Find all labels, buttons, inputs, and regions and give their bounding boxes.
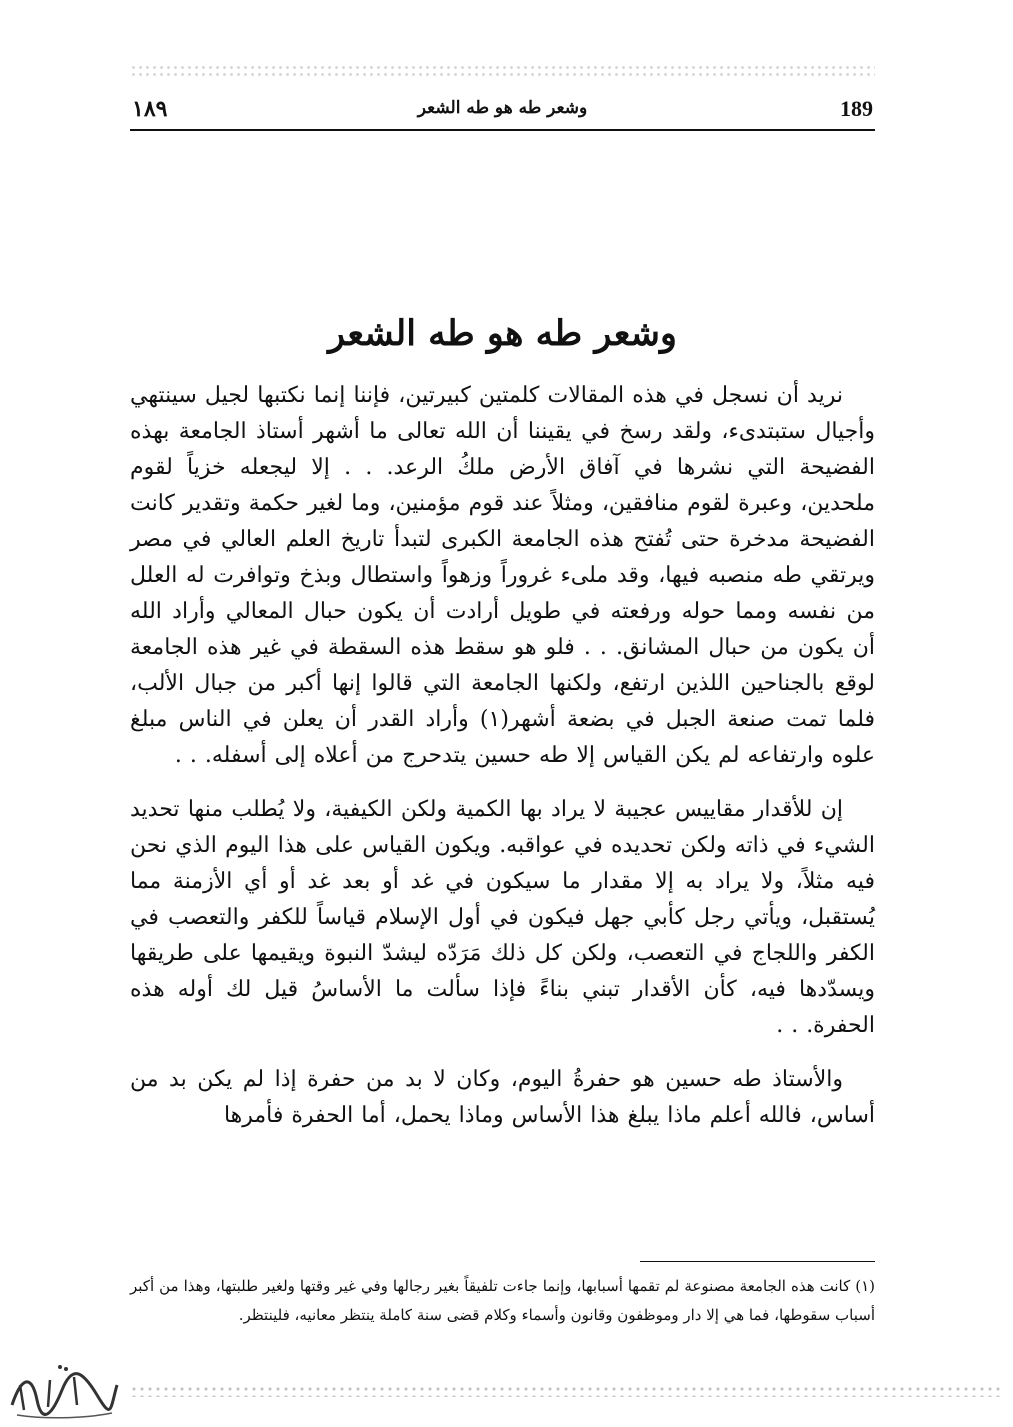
watermark-calligraphy-icon bbox=[2, 1355, 122, 1423]
article-body bbox=[130, 378, 875, 1152]
footnote: (١) كانت هذه الجامعة مصنوعة لم تقمها أسبابها، وإنما جاءت تلفيقاً بغير رجالها وفي غير وقتها ولغير طلبتها، وهذا من أكبر أسباب سقوطها، فما هي إلا دار وموظفون وقانون وأسماء وكلام قضى سنة كاملة ينتظر معانيه، فلينتظر. bbox=[130, 1277, 875, 1324]
running-title: وشعر طه هو طه الشعر bbox=[417, 98, 588, 118]
top-ornament-border bbox=[130, 64, 875, 78]
bottom-ornament-border bbox=[130, 1385, 1000, 1397]
watermark-logo bbox=[2, 1355, 122, 1423]
paragraph: والأستاذ طه حسين هو حفرةُ اليوم، وكان لا بد من حفرة إذا لم يكن بد من أساس، فالله أعلم ماذا يبلغ هذا الأساس وماذا يحمل، أما الحفرة فأمرها bbox=[130, 1067, 875, 1128]
footnote-rule bbox=[640, 1261, 875, 1262]
header-rule bbox=[130, 129, 875, 131]
page-number-latin: 189 bbox=[840, 96, 873, 121]
paragraph: نريد أن نسجل في هذه المقالات كلمتين كبيرتين، فإننا إنما نكتبها لجيل سينتهي وأجيال ستبتدىء، ولقد رسخ في يقيننا أن الله تعالى ما أشهر أستاذ الجامعة بهذه الفضيحة التي نشرها في آفاق الأرض ملكُ الرعد. . . إلا ليجعله خزياً لقوم ملحدين، وعبرة لقوم منافقين، ومثلاً عند قوم مؤمنين، وما لغير حكمة وتقدير كانت الفضيحة مدخرة حتى تُفتح هذه الجامعة الكبرى لتبدأ تاريخ العلم العالي في مصر ويرتقي طه منصبه فيها، وقد ملىء غروراً وزهواً واستطال وبذخ وتوافرت له العلل من نفسه ومما حوله ورفعته في طويل أرادت أن يكون حبال المعالي وأراد الله أن يكون من حبال المشانق. . . فلو هو سقط هذه السقطة في غير هذه الجامعة لوقع بالجناحين اللذين ارتفع، ولكنها الجامعة التي قالوا إنها أكبر من جبال الألب، فلما تمت صنعة الجبل في بضعة أشهر(١) وأراد القدر أن يعلن في الناس مبلغ علوه وارتفاعه لم يكن القياس إلا طه حسين يتدحرج من أعلاه إلى أسفله. . . bbox=[130, 383, 875, 768]
page-number-arabic: ١٨٩ bbox=[132, 96, 168, 122]
running-header bbox=[130, 92, 875, 132]
article-title: وشعر طه هو طه الشعر bbox=[328, 313, 677, 355]
paragraph: إن للأقدار مقاييس عجيبة لا يراد بها الكمية ولكن الكيفية، ولا يُطلب منها تحديد الشيء في ذاته ولكن تحديده في عواقبه. ويكون القياس على هذا اليوم الذي نحن فيه مثلاً، ولا يراد به إلا مقدار ما سيكون في غد أو بعد غد أو أي الأزمنة مما يُستقبل، ويأتي رجل كأبي جهل فيكون في أول الإسلام قياساً للكفر والتعصب في الكفر واللجاج في التعصب، ولكن كل ذلك مَرَدّه ليشدّ النبوة ويقيمها على طريقها ويسدّدها فيه، كأن الأقدار تبني بناءً فإذا سألت ما الأساسُ قيل لك أوله هذه الحفرة. . . bbox=[130, 797, 875, 1038]
